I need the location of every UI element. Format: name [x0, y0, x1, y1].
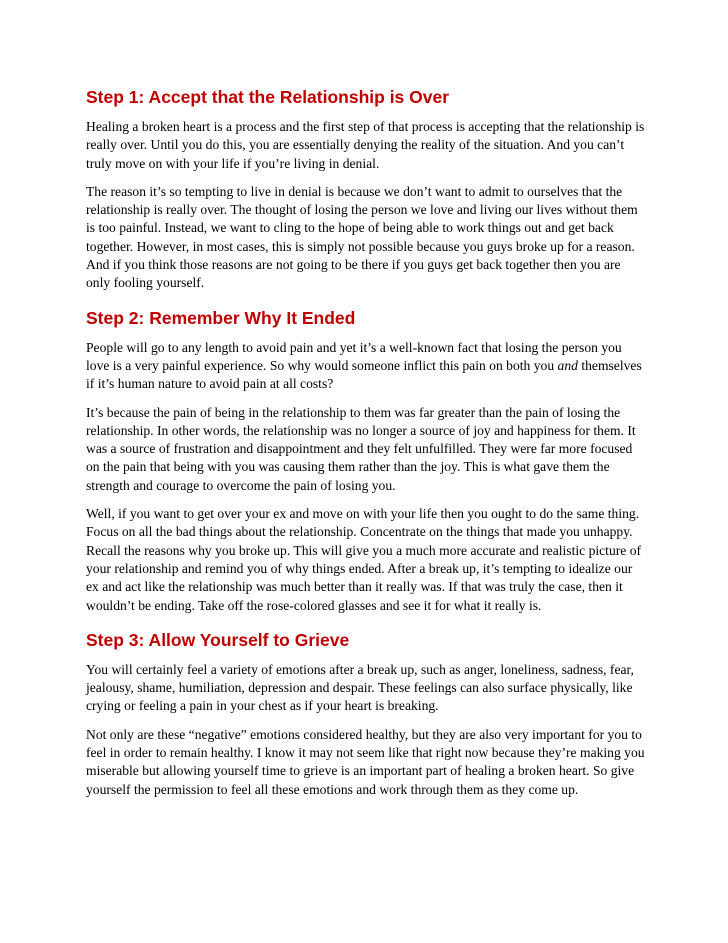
paragraph: [86, 339, 646, 394]
emphasis-text: and: [557, 357, 578, 373]
section-step-2: [86, 305, 646, 615]
paragraph: Healing a broken heart is a process and the first step of that process is accepting that the relationship is really over. Until you do this, you are essentially denying the reality of the situation. And you can’t truly move on with your life if you’re living in denial.: [86, 119, 645, 171]
section-heading: Step 1: Accept that the Relationship is Over: [86, 87, 450, 107]
document-page: [86, 84, 646, 809]
section-step-3: [86, 627, 646, 799]
paragraph: It’s because the pain of being in the relationship to them was far greater than the pain of losing the relationship. In other words, the relationship was no longer a source of joy and happiness for them. It was a source of frustration and disappointment and they felt unfulfilled. They were far more focused on the pain that being with you was causing them rather than the joy. This is what gave them the strength and courage to overcome the pain of losing you.: [86, 404, 636, 493]
section-heading: Step 2: Remember Why It Ended: [86, 307, 356, 328]
paragraph: The reason it’s so tempting to live in denial is because we don’t want to admit to ourselves that the relationship is really over. The thought of losing the person we love and living our lives without them is too painful. Instead, we want to cling to the hope of being able to work things out and get back together. However, in most cases, this is simply not possible because you guys broke up for a reason. And if you think those reasons are not going to be there if you guys get back together then you are only fooling yourself.: [86, 183, 638, 291]
paragraph-text: themselves if it’s human nature to avoid pain at all costs?: [86, 357, 642, 392]
paragraph: Not only are these “negative” emotions considered healthy, but they are also very important for you to feel in order to remain healthy. I know it may not seem like that right now because they’re making you miserable but allowing yourself time to grieve is an important part of healing a broken heart. So give yourself the permission to feel all these emotions and work through them as they come up.: [86, 726, 645, 797]
paragraph: You will certainly feel a variety of emotions after a break up, such as anger, loneliness, sadness, fear, jealousy, shame, humiliation, depression and despair. These feelings can also surface physically, like crying or feeling a pain in your chest as if your heart is breaking.: [86, 661, 634, 714]
paragraph: Well, if you want to get over your ex and move on with your life then you ought to do the same thing. Focus on all the bad things about the relationship. Concentrate on the things that made you unhappy. Recall the reasons why you broke up. This will give you a much more accurate and realistic picture of your relationship and remind you of why things ended. After a break up, it’s tempting to idealize our ex and act like the relationship was much better than it really was. If that was truly the case, then it wouldn’t be ending. Take off the rose-colored glasses and see it for what it really is.: [86, 506, 642, 613]
section-step-1: [86, 84, 646, 293]
section-heading: Step 3: Allow Yourself to Grieve: [86, 629, 350, 650]
paragraph-text: People will go to any length to avoid pain and yet it’s a well-known fact that losing the person you love is a very painful experience. So why would someone inflict this pain on both you: [86, 339, 622, 373]
